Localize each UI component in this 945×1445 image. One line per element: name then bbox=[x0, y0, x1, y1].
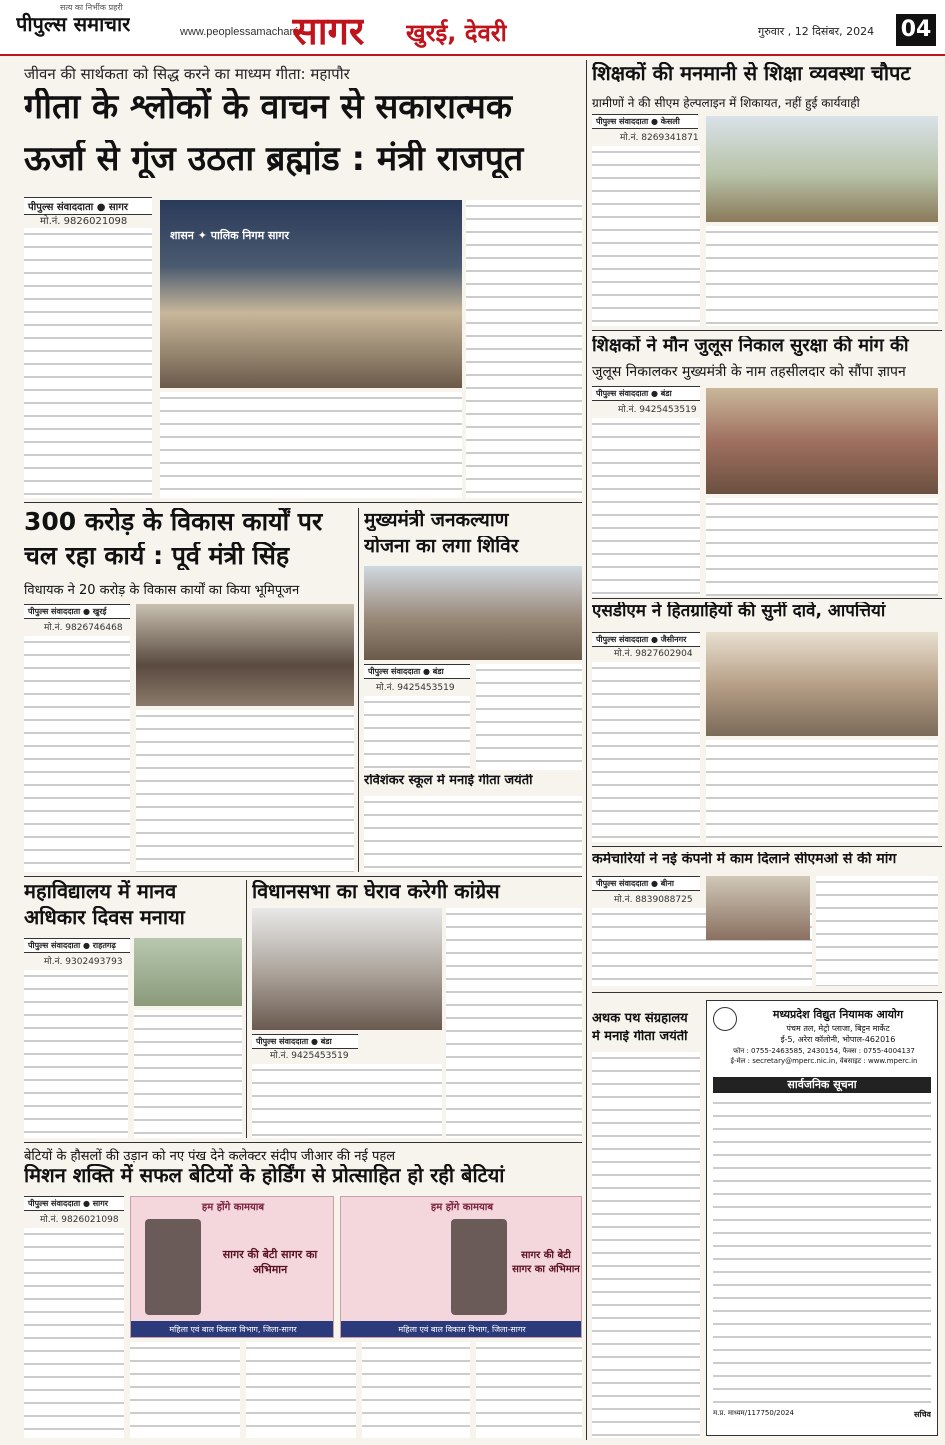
gherav-body-col2 bbox=[446, 908, 582, 1138]
section-rule bbox=[592, 846, 942, 847]
section-rule bbox=[24, 876, 582, 877]
mission-body-col1 bbox=[24, 1228, 124, 1438]
janklyan-headline-line2: योजना का लगा शिविर bbox=[364, 536, 519, 557]
manav-byline: पीपुल्स संवाददाता ● राहतगढ़ bbox=[24, 938, 130, 953]
notice-phone: फोन : 0755-2463585, 2430154, फैक्स : 0755-4004137 bbox=[733, 1047, 915, 1055]
hoarding-1-text: सागर की बेटी सागर का अभिमान bbox=[222, 1248, 318, 1276]
athak-body bbox=[592, 1052, 700, 1438]
hoarding-2-portrait bbox=[451, 1219, 507, 1315]
manav-headline-line1: महाविद्यालय में मानव bbox=[24, 880, 177, 903]
hoarding-1-portrait bbox=[145, 1219, 201, 1315]
sdm-photo bbox=[706, 632, 938, 736]
karmchari-body-col2 bbox=[816, 876, 938, 986]
notice-email: ई-मेल : secretary@mperc.nic.in, वेबसाइट : www.mperc.in bbox=[730, 1057, 918, 1065]
shikshak-byline: पीपुल्स संवाददाता ● केसली bbox=[592, 114, 698, 129]
lead-kicker: जीवन की सार्थकता को सिद्ध करने का माध्यम गीता: महापौर bbox=[24, 65, 350, 83]
janklyan-body-col2 bbox=[476, 664, 582, 770]
public-notice bbox=[706, 1000, 938, 1436]
lead-mobile: मो.नं. 9826021098 bbox=[40, 216, 128, 227]
gherav-body-col1 bbox=[252, 1064, 442, 1138]
section-rule bbox=[24, 502, 582, 503]
hoarding-2-text: सागर की बेटी सागर का अभिमान bbox=[512, 1250, 580, 1275]
vikas-byline: पीपुल्स संवाददाता ● खुरई bbox=[24, 604, 130, 619]
gherav-byline: पीपुल्स संवाददाता ● बंडा bbox=[252, 1034, 358, 1049]
janklyan-body-col1 bbox=[364, 696, 470, 770]
maun-mobile: मो.नं. 9425453519 bbox=[618, 405, 697, 415]
shikshak-body-col1 bbox=[592, 146, 700, 326]
edition-subtitle: खुरई, देवरी bbox=[406, 19, 507, 47]
vikas-deck: विधायक ने 20 करोड़ के विकास कार्यों का किया भूमिपूजन bbox=[24, 583, 300, 598]
mission-body-col5 bbox=[476, 1342, 582, 1438]
maun-headline: शिक्षकों ने मौन जुलूस निकाल सुरक्षा की मांग की bbox=[592, 336, 909, 356]
notice-address2: ई-5, अरेरा कॉलोनी, भोपाल-462016 bbox=[780, 1035, 896, 1044]
sdm-body-col2 bbox=[706, 740, 938, 842]
vikas-body-col1 bbox=[24, 636, 130, 872]
hoarding-1-footer: महिला एवं बाल विकास विभाग, जिला-सागर bbox=[131, 1321, 334, 1338]
lead-byline: पीपुल्स संवाददाता ● सागर bbox=[24, 197, 152, 215]
manav-body-col1 bbox=[24, 970, 128, 1138]
vikas-headline-line2: चल रहा कार्य : पूर्व मंत्री सिंह bbox=[24, 542, 290, 570]
ravishankar-headline: रविशंकर स्कूल में मनाई गीता जयंती bbox=[364, 774, 533, 788]
karmchari-photo bbox=[706, 876, 810, 940]
mission-kicker: बेटियों के हौसलों की उड़ान को नए पंख देने कलेक्टर संदीप जीआर की नई पहल bbox=[24, 1149, 396, 1164]
gherav-headline: विधानसभा का घेराव करेगी कांग्रेस bbox=[252, 880, 500, 903]
notice-sign: सचिव bbox=[913, 1410, 931, 1419]
karmchari-headline: कर्मचारियों ने नई कंपनी में काम दिलाने सीएमओ से की मांग bbox=[592, 852, 897, 867]
column-divider bbox=[358, 508, 359, 872]
maun-photo bbox=[706, 388, 938, 494]
lead-headline-line1: गीता के श्लोकों के वाचन से सकारात्मक bbox=[24, 88, 512, 127]
edition-title: सागर bbox=[292, 8, 365, 53]
manav-mobile: मो.नं. 9302493793 bbox=[44, 957, 123, 967]
mission-headline: मिशन शक्ति में सफल बेटियों के होर्डिंग से प्रोत्साहित हो रही बेटियां bbox=[24, 1164, 505, 1187]
notice-address: पंचम तल, मेट्रो प्लाजा, बिट्टन मार्केट bbox=[786, 1024, 890, 1033]
janklyan-headline-line1: मुख्यमंत्री जनकल्याण bbox=[364, 510, 509, 531]
janklyan-mobile: मो.नं. 9425453519 bbox=[376, 683, 455, 693]
website-url[interactable]: www.peoplessamachar.in bbox=[180, 26, 305, 38]
maun-body-col2 bbox=[706, 498, 938, 596]
sdm-headline: एसडीएम ने हितग्राहियों की सुनीं दावे, आपत्तियां bbox=[592, 602, 886, 621]
manav-photo bbox=[134, 938, 242, 1006]
lead-body-col2 bbox=[160, 392, 462, 498]
mission-body-col4 bbox=[362, 1342, 470, 1438]
karmchari-mobile: मो.नं. 8839088725 bbox=[614, 895, 693, 905]
sdm-mobile: मो.नं. 9827602904 bbox=[614, 649, 693, 659]
masthead bbox=[0, 0, 945, 56]
mission-mobile: मो.नं. 9826021098 bbox=[40, 1215, 119, 1225]
maun-body-col1 bbox=[592, 418, 700, 596]
mission-body-col2 bbox=[130, 1342, 240, 1438]
mission-body-col3 bbox=[246, 1342, 356, 1438]
shikshak-photo bbox=[706, 116, 938, 222]
janklyan-byline: पीपुल्स संवाददाता ● बंडा bbox=[364, 664, 470, 679]
vikas-mobile: मो.नं. 9826746468 bbox=[44, 623, 123, 633]
paper-logo: पीपुल्स समाचार bbox=[16, 12, 131, 36]
lead-body-col1 bbox=[24, 228, 152, 498]
vikas-photo bbox=[136, 604, 354, 706]
shikshak-mobile: मो.नं. 8269341871 bbox=[620, 133, 699, 143]
column-divider bbox=[586, 60, 587, 1440]
section-rule bbox=[24, 1142, 582, 1143]
issue-date: गुरुवार , 12 दिसंबर, 2024 bbox=[758, 25, 875, 38]
hoarding-2-header: हम होंगे कामयाब bbox=[430, 1202, 494, 1213]
shikshak-headline: शिक्षकों की मनमानी से शिक्षा व्यवस्था चौपट bbox=[592, 62, 911, 85]
lead-photo-banner: शासन ✦ पालिक निगम सागर bbox=[170, 229, 289, 242]
maun-byline: पीपुल्स संवाददाता ● बंडा bbox=[592, 386, 700, 401]
notice-banner: सार्वजनिक सूचना bbox=[713, 1077, 931, 1093]
section-rule bbox=[592, 992, 942, 993]
lead-photo bbox=[160, 200, 462, 388]
emblem-icon bbox=[713, 1007, 737, 1031]
sdm-body-col1 bbox=[592, 662, 700, 842]
gherav-mobile: मो.नं. 9425453519 bbox=[270, 1051, 349, 1061]
mission-byline: पीपुल्स संवाददाता ● सागर bbox=[24, 1196, 124, 1211]
maun-deck: जुलूस निकालकर मुख्यमंत्री के नाम तहसीलदार को सौंपा ज्ञापन bbox=[592, 364, 906, 380]
shikshak-deck: ग्रामीणों ने की सीएम हेल्पलाइन में शिकायत, नहीं हुई कार्यवाही bbox=[592, 96, 860, 110]
page-number: 04 bbox=[896, 14, 936, 46]
hoarding-1-header: हम होंगे कामयाब bbox=[201, 1202, 265, 1213]
athak-headline-line2: में मनाई गीता जयंती bbox=[592, 1030, 688, 1044]
manav-headline-line2: अधिकार दिवस मनाया bbox=[24, 906, 185, 929]
section-rule bbox=[592, 330, 942, 331]
hoarding-2 bbox=[340, 1196, 582, 1338]
vikas-body-col2 bbox=[136, 710, 354, 872]
gherav-photo bbox=[252, 908, 442, 1030]
column-divider bbox=[246, 880, 247, 1138]
sdm-byline: पीपुल्स संवाददाता ● जैसीनगर bbox=[592, 632, 700, 647]
lead-headline-line2: ऊर्जा से गूंज उठता ब्रह्मांड : मंत्री राजपूत bbox=[24, 140, 524, 179]
hoarding-1 bbox=[130, 1196, 334, 1338]
janklyan-photo bbox=[364, 566, 582, 660]
paper-tagline: सत्य का निर्भीक प्रहरी bbox=[60, 3, 123, 12]
notice-ref: म.प्र. माध्यम/117750/2024 bbox=[713, 1409, 794, 1417]
manav-body-col2 bbox=[134, 1010, 242, 1138]
athak-headline-line1: अथक पथ संग्रहालय bbox=[592, 1012, 688, 1026]
karmchari-byline: पीपुल्स संवाददाता ● बीना bbox=[592, 876, 700, 891]
hoarding-2-footer: महिला एवं बाल विकास विभाग, जिला-सागर bbox=[341, 1321, 582, 1338]
shikshak-body-col2 bbox=[706, 226, 938, 326]
vikas-headline-line1: 300 करोड़ के विकास कार्यों पर bbox=[24, 508, 323, 536]
notice-org: मध्यप्रदेश विद्युत नियामक आयोग bbox=[772, 1008, 904, 1021]
lead-body-col3 bbox=[466, 200, 582, 498]
ravishankar-body bbox=[364, 796, 582, 872]
section-rule bbox=[592, 598, 942, 599]
notice-body bbox=[713, 1097, 931, 1403]
